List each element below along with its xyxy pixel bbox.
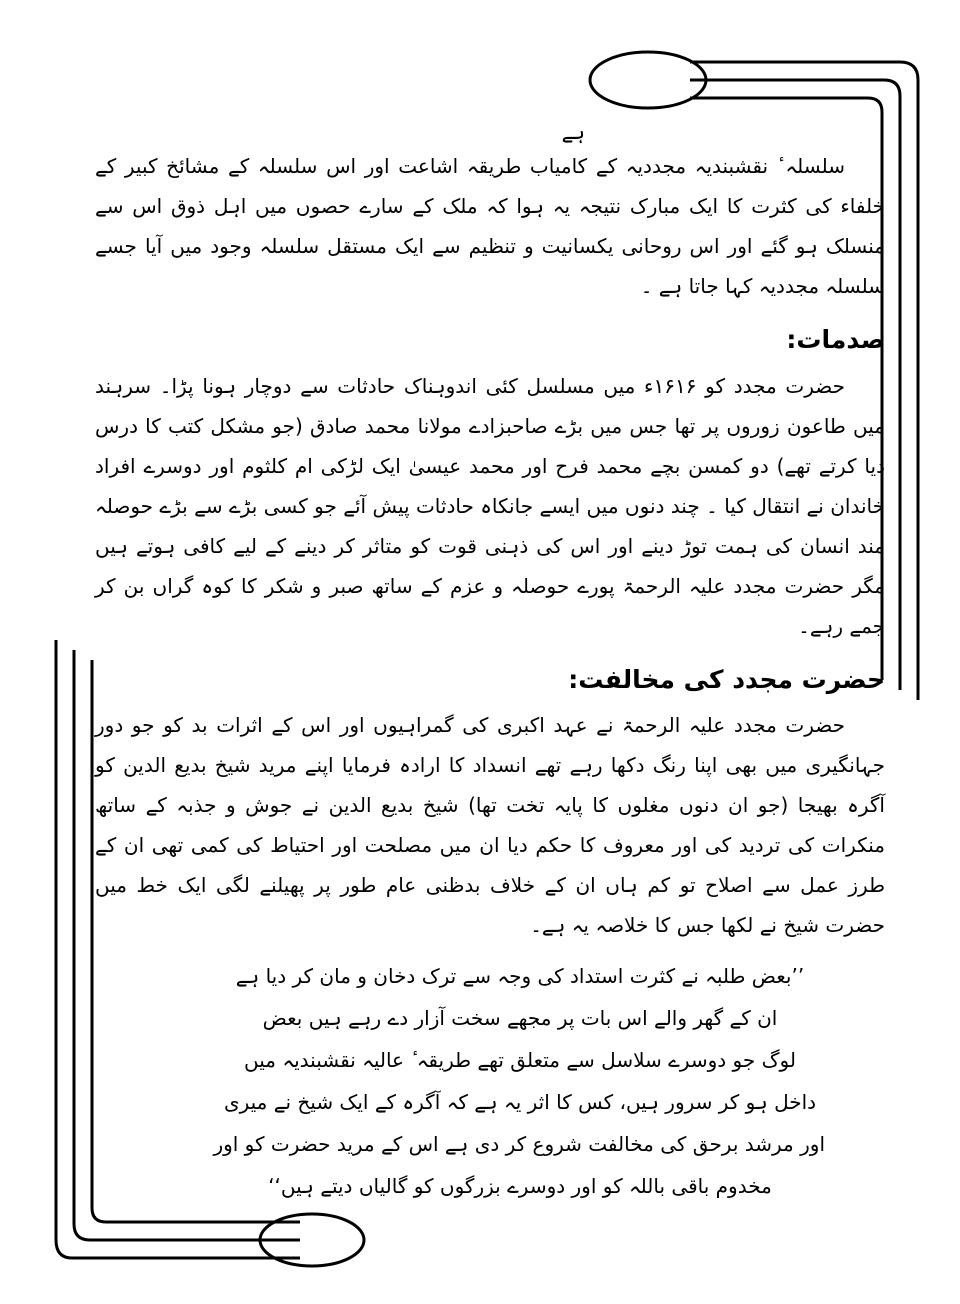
- document-body: [95, 120, 885, 1207]
- paragraph-mukhalifat: حضرت مجدد علیہ الرحمۃ نے عہد اکبری کی گمراہیوں اور اس کے اثرات بد کو جو دور جہانگیری میں بھی اپنا رنگ دکھا رہے تھے انسداد کا ارادہ فرمایا اپنے مرید شیخ بدیع الدین کو آگرہ بھیجا (جو ان دنوں مغلوں کا پایہ تخت تھا) شیخ بدیع الدین نے جوش و جذبہ کے ساتھ منکرات کی تردید کی اور معروف کا حکم دیا ان میں مصلحت اور احتیاط کی کمی تھی ان کے طرز عمل سے اصلاح تو کم ہاں ان کے خلاف بدظنی عام طور پر پھیلنے لگی ایک خط میں حضرت شیخ نے لکھا جس کا خلاصہ یہ ہے۔: [95, 713, 885, 937]
- quote-line: لوگ جو دوسرے سلاسل سے متعلق تھے طریقہ ٔ عالیہ نقشبندیہ میں: [244, 1048, 796, 1072]
- quote-line: ’’بعض طلبہ نے کثرت استداد کی وجہ سے ترک دخان و مان کر دیا ہے: [235, 964, 805, 988]
- quote-line: مخدوم باقی باللہ کو اور دوسرے بزرگوں کو گالیاں دیتے ہیں‘‘: [268, 1174, 772, 1198]
- quote-line: اور مرشد برحق کی مخالفت شروع کر دی ہے اس کے مرید حضرت کو اور: [213, 1132, 825, 1156]
- heading-sadmat: صدمات:: [786, 325, 885, 354]
- quoted-letter-excerpt: [95, 955, 885, 1207]
- heading-mukhalifat: حضرت مجدد کی مخالفت:: [568, 664, 885, 694]
- opening-quote-mark: ہے: [561, 120, 585, 144]
- paragraph-intro: سلسلہ ٔ نقشبندیہ مجددیہ کے کامیاب طریقہ اشاعت اور اس سلسلہ کے مشائخ کبیر کے خلفاء کی کثرت کا ایک مبارک نتیجہ یہ ہوا کہ ملک کے سارے حصوں میں اہل ذوق اس سے منسلک ہو گئے اور اس روحانی یکسانیت و تنظیم سے ایک مستقل سلسلہ وجود میں آیا جسے سلسلہ مجددیہ کہا جاتا ہے ۔: [95, 154, 885, 298]
- quote-line: داخل ہو کر سرور ہیں، کس کا اثر یہ ہے کہ آگرہ کے ایک شیخ نے میری: [223, 1090, 817, 1114]
- quote-line: ان کے گھر والے اس بات پر مجھے سخت آزار دے رہے ہیں بعض: [262, 1006, 778, 1030]
- paragraph-sadmat: حضرت مجدد کو ۱۶۱۶ء میں مسلسل کئی اندوہناک حادثات سے دوچار ہونا پڑا۔ سرہند میں طاعون زوروں پر تھا جس میں بڑے صاحبزادے مولانا محمد صادق (جو مشکل کتب کا درس دیا کرتے تھے) دو کمسن بچے محمد فرح اور محمد عیسیٰ ایک لڑکی ام کلثوم اور دوسرے افراد خاندان نے انتقال کیا ۔ چند دنوں میں ایسے جانکاہ حادثات پیش آئے جو کسی بڑے سے بڑے حوصلہ مند انسان کی ہمت توڑ دینے اور اس کی ذہنی قوت کو متاثر کر دینے کے لیے کافی ہوتے ہیں مگر حضرت مجدد علیہ الرحمۃ پورے حوصلہ و عزم کے ساتھ صبر و شکر کا کوہ گراں بن کر جمے رہے۔: [95, 373, 885, 638]
